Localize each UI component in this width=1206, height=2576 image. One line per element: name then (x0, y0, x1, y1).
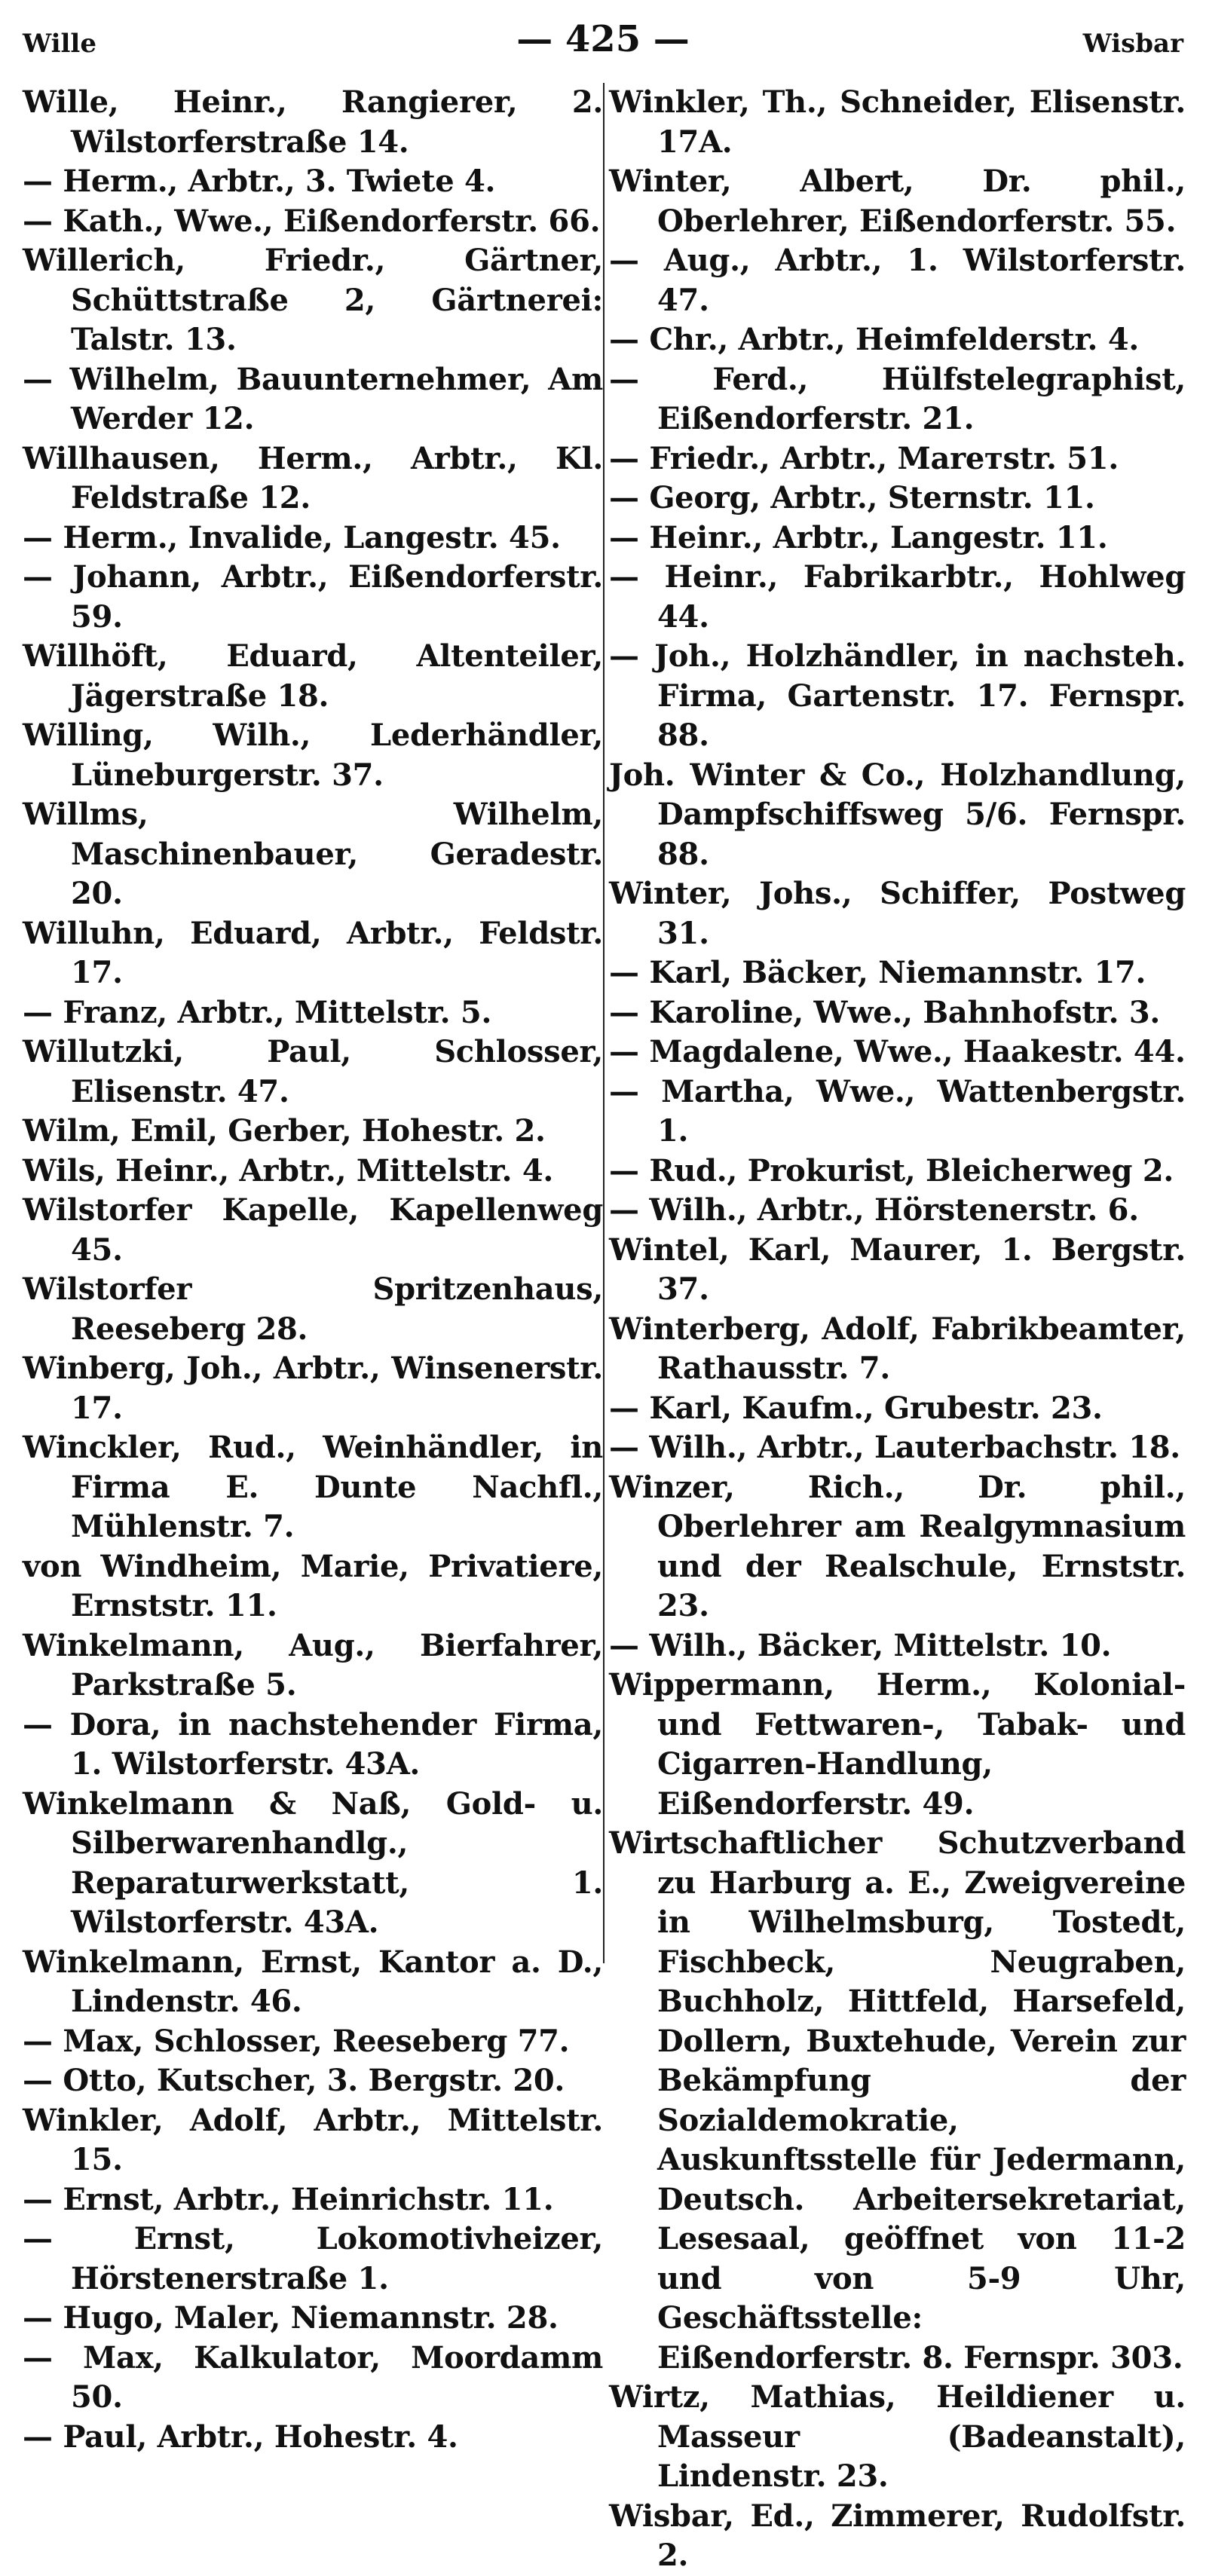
directory-entry: Joh. Winter & Co., Holzhandlung, Dampfschiffsweg 5/6. Fernspr. 88. (609, 757, 1186, 872)
directory-entry: Winter, Albert, Dr. phil., Oberlehrer, Eißendorferstr. 55. (609, 164, 1186, 239)
directory-entry: — Joh., Holzhändler, in nachsteh. Firma, Gartenstr. 17. Fernspr. 88. (609, 638, 1186, 753)
right-column (609, 83, 1186, 2576)
directory-entry: Winberg, Joh., Arbtr., Winsenerstr. 17. (23, 1351, 603, 1426)
directory-entry: Wilstorfer Spritzenhaus, Reeseberg 28. (23, 1271, 603, 1347)
directory-entry: Wille, Heinr., Rangierer, 2. Wilstorferstraße 14. (23, 84, 603, 160)
directory-entry: von Windheim, Marie, Privatiere, Ernststr. 11. (23, 1548, 603, 1623)
directory-entry: Willhöft, Eduard, Altenteiler, Jägerstraße 18. (23, 638, 603, 714)
directory-entry: — Magdalene, Wwe., Haakestr. 44. (609, 1034, 1186, 1069)
directory-entry: — Wilh., Bäcker, Mittelstr. 10. (609, 1627, 1112, 1663)
directory-entry: Willms, Wilhelm, Maschinenbauer, Geradestr. 20. (23, 797, 603, 911)
directory-entry: — Wilhelm, Bauunternehmer, Am Werder 12. (23, 361, 603, 436)
directory-entry: Willing, Wilh., Lederhändler, Lüneburgerstr. 37. (23, 717, 603, 793)
page-number: — 425 — (516, 18, 690, 60)
directory-entry: Winzer, Rich., Dr. phil., Oberlehrer am Realgymnasium und der Realschule, Ernststr. 23. (609, 1469, 1186, 1623)
directory-entry: — Herm., Arbtr., 3. Twiete 4. (23, 164, 496, 199)
directory-entry: — Heinr., Fabrikarbtr., Hohlweg 44. (609, 559, 1186, 635)
directory-entry: — Rud., Prokurist, Bleicherweg 2. (609, 1152, 1174, 1189)
directory-entry: Winkelmann, Ernst, Kantor a. D., Lindenstr. 46. (23, 1944, 603, 2019)
header-left-catchword: Wille (23, 29, 96, 59)
directory-entry: Winkelmann & Naß, Gold- u. Silberwarenhandlg., Reparaturwerkstatt, 1. Wilstorferstr. 43A. (23, 1785, 603, 1940)
directory-entry: Winter, Johs., Schiffer, Postweg 31. (609, 876, 1186, 951)
header-right-catchword: Wisbar (1082, 29, 1183, 59)
directory-entry: Winkelmann, Aug., Bierfahrer, Parkstraße 5. (23, 1627, 603, 1703)
directory-entry: — Max, Schlosser, Reeseberg 77. (23, 2023, 570, 2059)
directory-entry: — Heinr., Arbtr., Langestr. 11. (609, 519, 1108, 555)
directory-entry: — Aug., Arbtr., 1. Wilstorferstr. 47. (609, 243, 1186, 318)
directory-entry: Willuhn, Eduard, Arbtr., Feldstr. 17. (23, 915, 603, 990)
directory-entry: — Karoline, Wwe., Bahnhofstr. 3. (609, 994, 1160, 1030)
directory-entry: — Hugo, Maler, Niemannstr. 28. (23, 2300, 559, 2336)
directory-entry: — Johann, Arbtr., Eißendorferstr. 59. (23, 559, 603, 635)
directory-entry: — Karl, Kaufm., Grubestr. 23. (609, 1390, 1103, 1426)
directory-entry: — Ernst, Lokomotivheizer, Hörstenerstraße 1. (23, 2221, 603, 2296)
directory-entry: Wirtschaftlicher Schutzverband zu Harburg a. E., Zweigvereine in Wilhelmsburg, Tostedt, Fischbeck, Neugraben, Buchholz, Hittfeld, Harsefeld, Dollern, Buxtehude, Verein zur Bekämpfung der Sozialdemokratie, Auskunftsstelle für Jedermann, Deutsch. Arbeitersekretariat, Lesesaal, geöffnet von 11-2 und von 5-9 Uhr, Geschäftsstelle: Eißendorferstr. 8. Fernspr. 303. (609, 1825, 1186, 2376)
page-header (23, 15, 1183, 60)
directory-entry: — Martha, Wwe., Wattenbergstr. 1. (609, 1073, 1186, 1149)
directory-entry: — Friedr., Arbtr., Marетstr. 51. (609, 440, 1119, 476)
directory-entry: — Herm., Invalide, Langestr. 45. (23, 519, 561, 555)
directory-entry: Winckler, Rud., Weinhändler, in Firma E. Dunte Nachfl., Mühlenstr. 7. (23, 1430, 603, 1544)
directory-entry: Wils, Heinr., Arbtr., Mittelstr. 4. (23, 1152, 553, 1189)
directory-entry: — Karl, Bäcker, Niemannstr. 17. (609, 955, 1146, 990)
directory-entry: — Otto, Kutscher, 3. Bergstr. 20. (23, 2063, 565, 2098)
directory-entry: Winkler, Adolf, Arbtr., Mittelstr. 15. (23, 2102, 603, 2177)
directory-entry: Wippermann, Herm., Kolonial- und Fettwaren-, Tabak- und Cigarren-Handlung, Eißendorferstr. 49. (609, 1667, 1186, 1822)
directory-entry: Wilstorfer Kapelle, Kapellenweg 45. (23, 1192, 603, 1268)
directory-entry: Willutzki, Paul, Schlosser, Elisenstr. 47. (23, 1034, 603, 1109)
directory-entry: Willerich, Friedr., Gärtner, Schüttstraße 2, Gärtnerei: Talstr. 13. (23, 243, 603, 357)
directory-entry: — Ernst, Arbtr., Heinrichstr. 11. (23, 2181, 554, 2217)
directory-entry: — Chr., Arbtr., Heimfelderstr. 4. (609, 322, 1139, 357)
directory-entry: — Paul, Arbtr., Hohestr. 4. (23, 2418, 458, 2455)
directory-entry: — Kath., Wwe., Eißendorferstr. 66. (23, 203, 601, 239)
directory-entry: — Dora, in nachstehender Firma, 1. Wilstorferstr. 43A. (23, 1706, 603, 1782)
column-divider (603, 83, 605, 1963)
left-column (23, 83, 603, 2457)
directory-entry: — Franz, Arbtr., Mittelstr. 5. (23, 994, 492, 1030)
directory-entry: Wisbar, Ed., Zimmerer, Rudolfstr. 2. (609, 2498, 1186, 2573)
directory-entry: — Wilh., Arbtr., Hörstenerstr. 6. (609, 1192, 1139, 1228)
directory-entry: Wilm, Emil, Gerber, Hohestr. 2. (23, 1113, 546, 1149)
directory-entry: — Ferd., Hülfstelegraphist, Eißendorferstr. 21. (609, 361, 1186, 436)
directory-entry: Winkler, Th., Schneider, Elisenstr. 17A. (609, 84, 1186, 160)
directory-entry: — Wilh., Arbtr., Lauterbachstr. 18. (609, 1430, 1180, 1465)
directory-entry: Wirtz, Mathias, Heildiener u. Masseur (Badeanstalt), Lindenstr. 23. (609, 2379, 1186, 2494)
directory-entry: Winterberg, Adolf, Fabrikbeamter, Rathausstr. 7. (609, 1311, 1186, 1386)
directory-entry: — Georg, Arbtr., Sternstr. 11. (609, 480, 1095, 516)
directory-entry: Willhausen, Herm., Arbtr., Kl. Feldstraße 12. (23, 440, 603, 516)
directory-entry: — Max, Kalkulator, Moordamm 50. (23, 2339, 603, 2415)
directory-entry: Wintel, Karl, Maurer, 1. Bergstr. 37. (609, 1231, 1186, 1307)
